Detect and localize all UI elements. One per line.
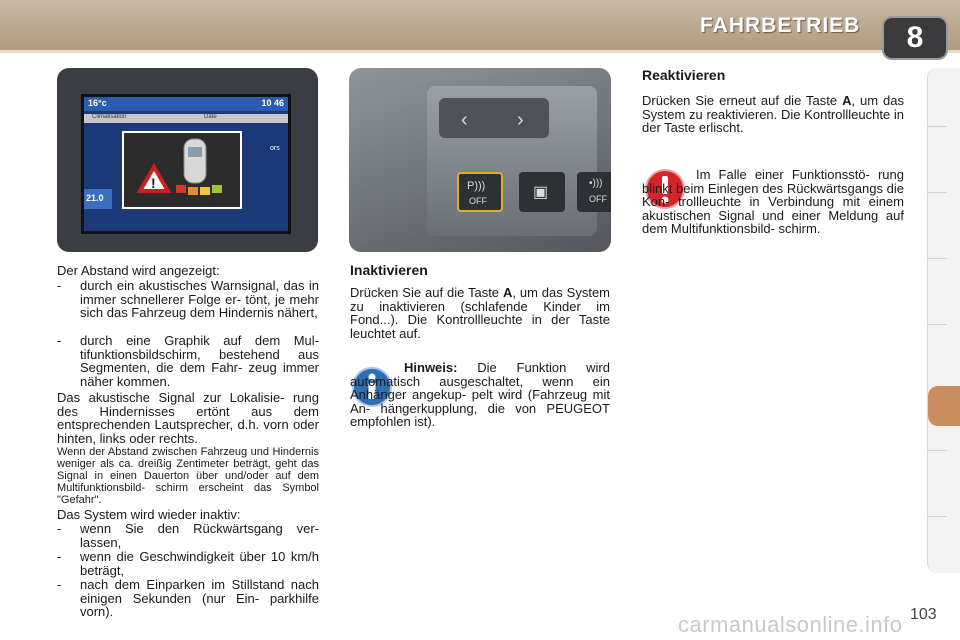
- note-label: Hinweis:: [404, 360, 458, 375]
- sensor-segment: [200, 187, 210, 195]
- svg-text:!: !: [151, 175, 156, 191]
- clock-readout: 10 46: [261, 98, 284, 108]
- parking-sensor-icon: P))): [467, 180, 486, 192]
- display-side-panel: [84, 189, 112, 209]
- reaktivieren-paragraph: [642, 94, 904, 135]
- parking-graphic: [122, 131, 242, 209]
- page-number: 103: [910, 606, 937, 623]
- child-lock-button[interactable]: [519, 172, 565, 212]
- tab-divider: [927, 450, 947, 451]
- chapter-badge: 8: [882, 16, 948, 60]
- paragraph: Das akustische Signal zur Lokalisie- rung des Hindernisses ertönt aus dem entsprechenden Lautsprecher, d.h. vorn oder hinten, links oder rechts.: [57, 390, 319, 446]
- list-dash: -: [57, 278, 62, 293]
- parking-sensor-graphic: [124, 133, 240, 207]
- list-dash: -: [57, 577, 62, 592]
- header-divider: [0, 50, 960, 53]
- paragraph-text: , um das System zu reaktivieren. Die Kontrollleuchte in der Taste erlischt.: [642, 93, 904, 135]
- sensor-segment: [188, 187, 198, 195]
- button-label: OFF: [589, 194, 607, 204]
- warning-paragraph: Im Falle einer Funktionsstö- rung blinkt beim Einlegen des Rückwärtsgangs die Kon- trollleuchte in Verbindung mit einem akustischen Signal und einer Meldung auf dem Multifunktionsbild- schirm.: [642, 167, 904, 236]
- tab-active-chapter[interactable]: [928, 386, 960, 426]
- sensor-segment: [212, 185, 222, 193]
- tab-divider: [927, 258, 947, 259]
- lock-icon: ▣: [533, 184, 549, 201]
- sensor-segment: [176, 185, 186, 193]
- paragraph-text: Drücken Sie erneut auf die Taste: [642, 93, 843, 108]
- key-label: A: [842, 93, 852, 108]
- display-tab-label: Climatisation: [92, 114, 127, 120]
- watermark: carmanualsonline.info: [678, 612, 903, 637]
- list-item: wenn Sie den Rückwärtsgang ver- lassen,: [80, 521, 319, 550]
- display-tab-label: Date: [204, 114, 217, 120]
- parking-button-photo: [349, 68, 611, 252]
- list-item: wenn die Geschwindigkeit über 10 km/h beträgt,: [80, 549, 319, 578]
- inactive-intro: Das System wird wieder inaktiv:: [57, 507, 241, 522]
- note-paragraph: [350, 361, 610, 429]
- section-heading-reaktivieren: Reaktivieren: [642, 67, 726, 83]
- section-heading-inaktivieren: Inaktivieren: [350, 262, 428, 278]
- inaktivieren-paragraph: [350, 286, 610, 340]
- list-dash: -: [57, 333, 62, 348]
- alarm-icon: •))): [589, 178, 603, 189]
- note-text: Die Funktion wird automatisch ausgeschaltet, wenn ein Anhänger angekup- pelt wird (Fahrzeug mit An- hängerkupplung, die von PEUGEOT empfohlen ist).: [350, 360, 610, 429]
- chevron-right-icon: ›: [517, 109, 524, 131]
- display-side-readout: 21.0: [86, 193, 104, 203]
- chevron-left-icon: ‹: [461, 109, 468, 131]
- list-item: durch ein akustisches Warnsignal, das in immer schnellerer Folge er- tönt, je mehr sich das Fahrzeug dem Hindernis nähert,: [80, 278, 319, 320]
- paragraph-text: , um das System zu inaktivieren (schlafende Kinder im Fond...). Die Kontrollleuchte in der Taste leuchtet auf.: [350, 285, 611, 341]
- key-label: A: [502, 285, 513, 300]
- switch-panel: [427, 86, 607, 236]
- temperature-readout: 16°c: [88, 98, 107, 108]
- intro-text: Der Abstand wird angezeigt:: [57, 263, 220, 278]
- display-status-bar: [84, 97, 288, 111]
- tab-divider: [927, 126, 947, 127]
- list-item: nach dem Einparken im Stillstand nach einigen Sekunden (nur Ein- parkhilfe vorn).: [80, 577, 319, 619]
- tab-divider: [927, 192, 947, 193]
- chapter-tabs: [927, 68, 960, 573]
- paragraph-text: Drücken Sie auf die Taste: [350, 285, 503, 300]
- small-paragraph: Wenn der Abstand zwischen Fahrzeug und Hindernis weniger als ca. dreißig Zentimeter beträgt, geht das Signal in einen Dauerton über und/oder auf dem Multifunktionsbild- schirm erscheint das Symbol "Gefahr".: [57, 446, 319, 506]
- display-screen: [81, 94, 291, 234]
- tab-divider: [927, 516, 947, 517]
- vent-arrows-control: [439, 98, 549, 138]
- multifunction-display-photo: [57, 68, 318, 252]
- list-dash: -: [57, 521, 62, 536]
- list-dash: -: [57, 549, 62, 564]
- list-item: durch eine Graphik auf dem Mul- tifunktionsbildschirm, bestehend aus Segmenten, die dem Fahr- zeug immer näher kommen.: [80, 333, 319, 389]
- tab-divider: [927, 324, 947, 325]
- park-assist-off-button[interactable]: [457, 172, 503, 212]
- display-side-label: ors: [270, 145, 280, 152]
- button-label: OFF: [469, 196, 487, 206]
- car-outline-icon: [184, 139, 206, 183]
- display-tabs: [84, 114, 288, 123]
- alarm-off-button[interactable]: [577, 172, 611, 212]
- page-title: FAHRBETRIEB: [700, 14, 861, 37]
